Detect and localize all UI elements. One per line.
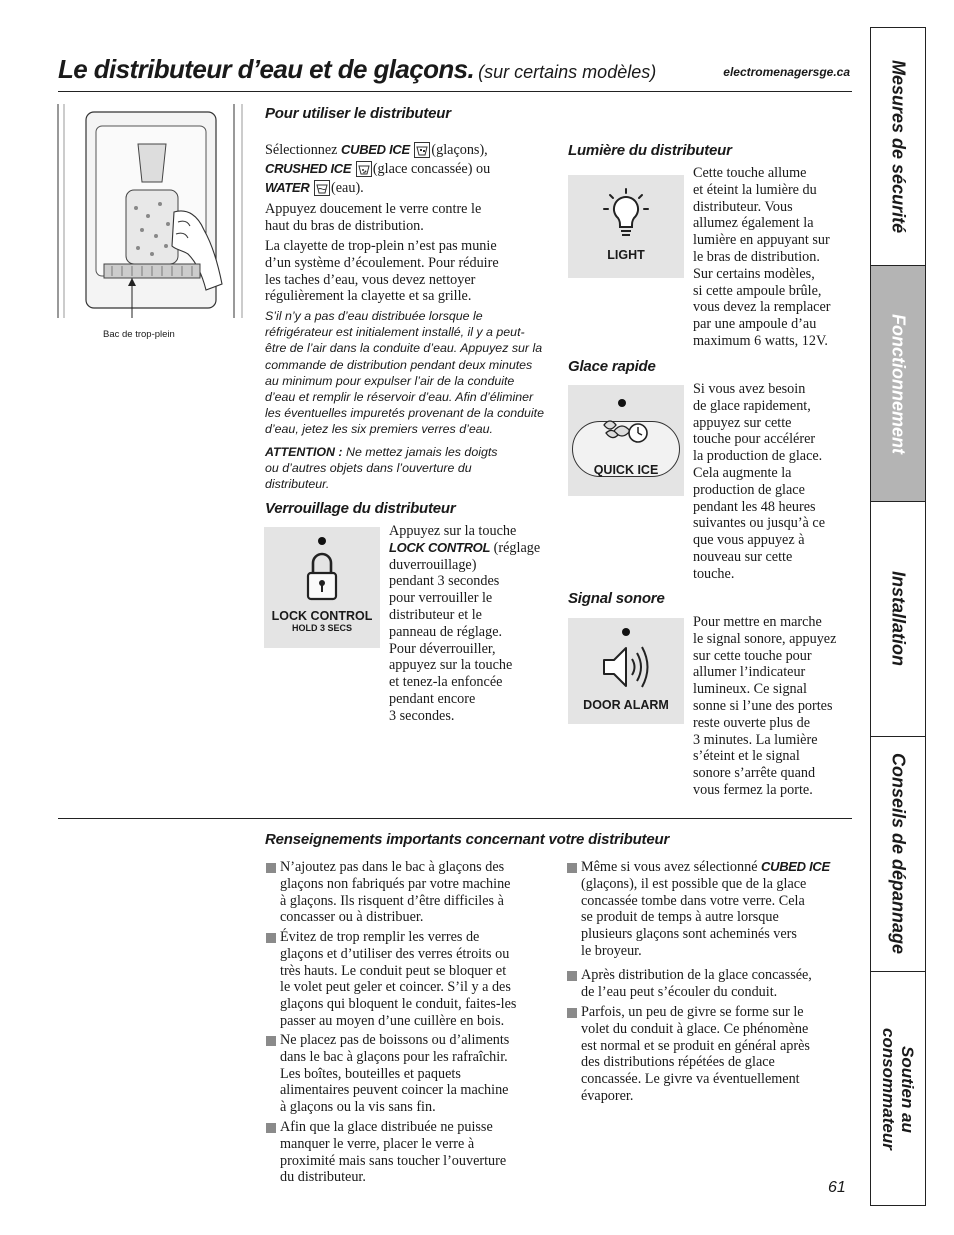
water-icon: [314, 180, 330, 196]
text-line: appuyez sur cette: [693, 414, 792, 431]
quick-ice-description: [693, 381, 825, 583]
text-line: d’un système d’écoulement. Pour réduire: [265, 254, 499, 271]
text-line: que vous appuyez à: [693, 532, 805, 549]
text-line: de l’eau peut s’écouler du conduit.: [581, 983, 778, 1000]
text-line: Afin que la glace distribuée ne puisse: [280, 1119, 493, 1135]
text-line: plusieurs glaçons sont acheminés vers: [581, 926, 797, 943]
door-alarm-button[interactable]: [568, 618, 684, 724]
text-line: panneau de réglage.: [389, 623, 503, 640]
lock-button-label: LOCK CONTROL: [271, 609, 373, 623]
air-in-line-note: [265, 308, 544, 438]
info-bullet: [265, 1032, 509, 1116]
text-line: très hauts. Le conduit peut se bloquer et: [280, 962, 507, 979]
text-line: (réglage: [490, 539, 541, 556]
cubed-ice-label: CUBED ICE: [341, 142, 410, 157]
lock-button-sublabel: HOLD 3 SECS: [291, 623, 352, 633]
door-alarm-heading: Signal sonore: [568, 590, 665, 607]
text-line: proximité mais sans toucher l’ouverture: [280, 1152, 507, 1169]
text-line: Après distribution de la glace concassée,: [581, 967, 812, 983]
lock-indicator-led: [318, 537, 326, 545]
text-line: Cette touche allume: [693, 165, 807, 181]
text-line: passer au moyen d’une cuillère en bois.: [280, 1012, 505, 1029]
text-line: allumez également la: [693, 215, 814, 232]
text-line: s’éteint et le signal: [693, 748, 800, 765]
text-line: duverrouillage): [389, 556, 477, 573]
tab-label: Installation: [888, 571, 909, 667]
text-line: Ne mettez jamais les doigts: [342, 445, 498, 459]
text-line: régulièrement la clayette et sa grille.: [265, 288, 472, 305]
quick-ice-indicator-led: [618, 399, 626, 407]
text-line: suivantes ou jusqu’à ce: [693, 515, 825, 532]
text-line: les taches d’eau, vous devez nettoyer: [265, 271, 476, 288]
using-para-2: [265, 238, 499, 305]
tab-label: Fonctionnement: [888, 313, 909, 454]
water-suffix: (eau).: [331, 180, 364, 196]
text-line: Appuyez sur la touche: [389, 523, 517, 539]
dispenser-drawing: [56, 104, 246, 318]
text-line: Pour déverrouiller,: [389, 640, 496, 657]
text-line: distributeur. Vous: [693, 198, 793, 215]
bullet-square: [567, 1008, 577, 1018]
title-text: Le distributeur d’eau et de glaçons.: [58, 54, 475, 84]
text-line: La clayette de trop-plein n’est pas munie: [265, 238, 497, 254]
text-line: allumer l’indicateur: [693, 664, 806, 681]
text-line: Pour mettre en marche: [693, 614, 822, 630]
attention-label: ATTENTION :: [265, 445, 343, 459]
select-line-2: [265, 161, 490, 178]
light-description: [693, 165, 830, 350]
text-line: lumineux. Ce signal: [693, 681, 807, 698]
crushed-ice-icon: [356, 161, 372, 177]
info-bullet: [265, 859, 510, 926]
tab-soutien-au-consommateur[interactable]: [871, 972, 925, 1206]
text-line: par une ampoule d’au: [693, 316, 817, 333]
text-line: du distributeur.: [280, 1169, 366, 1186]
text-line: pendant les 48 heures: [693, 498, 816, 515]
text-line: manquer le verre, placer le verre à: [280, 1135, 475, 1152]
text-line: à glaçons ou la vis sans fin.: [280, 1099, 436, 1116]
text-line: Si vous avez besoin: [693, 381, 806, 397]
text-line: glaçons et d’utiliser des verres étroits ou: [280, 945, 510, 962]
text-line: Évitez de trop remplir les verres de: [280, 929, 480, 945]
text-line: sonore s’arrête quand: [693, 765, 816, 782]
text-line: vous fermez la porte.: [693, 781, 813, 798]
text-line: des distributions répétées de glace: [581, 1054, 775, 1071]
tab-conseils-de-depannage[interactable]: [871, 737, 925, 972]
text-line: touche pour accélérer: [693, 431, 816, 448]
text-line: maximum 6 watts, 12V.: [693, 332, 828, 349]
text-line: réfrigérateur est initialement installé, il y a peut-: [265, 325, 525, 340]
using-para-1: [265, 201, 481, 235]
text-line: N’ajoutez pas dans le bac à glaçons des: [280, 859, 505, 875]
text-line: pour verrouiller le: [389, 590, 493, 607]
door-alarm-description: [693, 614, 836, 799]
bullet-square: [567, 971, 577, 981]
light-button[interactable]: [568, 175, 684, 278]
door-alarm-indicator-led: [622, 628, 630, 636]
info-bullet: [566, 967, 812, 1001]
page-number: 61: [828, 1179, 846, 1196]
text-line: et tenez-la enfoncée: [389, 674, 503, 691]
text-line: 3 minutes. La lumière: [693, 731, 818, 748]
lock-description: [389, 523, 540, 725]
info-bullet: [265, 1119, 506, 1186]
text-line: Cela augmente la: [693, 464, 792, 481]
tab-installation[interactable]: [871, 502, 925, 737]
bullet-square: [567, 863, 577, 873]
text-line: d’eau et remplir le réservoir d’eau. Afin d’éliminer: [265, 390, 534, 405]
tab-label: [879, 1028, 917, 1150]
text-line: alimentaires peuvent coincer la machine: [280, 1082, 509, 1099]
text-line: distributeur et le: [389, 606, 482, 623]
text-line: Appuyez doucement le verre contre le: [265, 201, 482, 217]
text-line: sonne si l’une des portes: [693, 697, 833, 714]
lock-heading: Verrouillage du distributeur: [265, 500, 456, 517]
info-bullet: [566, 859, 830, 960]
bullet-square: [266, 933, 276, 943]
text-line: Ne placez pas de boissons ou d’aliments: [280, 1032, 510, 1048]
cubed-ice-icon: [414, 142, 430, 158]
text-line: le broyeur.: [581, 942, 642, 959]
text-line: se produit de temps à autre lorsque: [581, 909, 779, 926]
text-line: d’eau, jetez les six premiers verres d’eau.: [265, 422, 493, 437]
speaker-icon: [600, 642, 654, 692]
text-line: Même si vous avez sélectionné: [581, 859, 762, 875]
attention-note: [265, 444, 498, 493]
text-line: concasser ou à distribuer.: [280, 909, 424, 926]
tab-fonctionnement[interactable]: [871, 266, 925, 502]
text-line: être de l’air dans la conduite d’eau. Appuyez sur la: [265, 341, 543, 356]
text-line: appuyez sur la touche: [389, 657, 513, 674]
text-line: concassée tombe dans votre verre. Cela: [581, 892, 805, 909]
text-line: volet du conduit à glace. Ce phénomène: [581, 1020, 809, 1037]
text-line: production de glace: [693, 481, 805, 498]
text-line: et éteint la lumière du: [693, 181, 817, 198]
quick-ice-button[interactable]: [568, 385, 684, 496]
bullet-square: [266, 1036, 276, 1046]
text-line: évaporer.: [581, 1087, 634, 1104]
quick-ice-icon: [600, 413, 652, 447]
text-line: au minimum pour expulser l’air de la conduite: [265, 373, 515, 388]
info-bullet: [265, 929, 516, 1030]
text-line: le signal sonore, appuyez: [693, 630, 837, 647]
light-button-label: LIGHT: [607, 248, 645, 262]
text-line: de glace rapidement,: [693, 397, 811, 414]
water-label: WATER: [265, 180, 310, 195]
page-header: [58, 52, 852, 92]
section-divider: [58, 818, 852, 819]
text-line: le bras de distribution.: [693, 248, 820, 265]
text-line: si cette ampoule brûle,: [693, 282, 822, 299]
text-line: distributeur.: [265, 477, 330, 492]
text-line: glaçons qui bloquent le conduit, faites-les: [280, 996, 517, 1013]
text-line: sur cette touche pour: [693, 647, 812, 664]
bullet-square: [266, 1123, 276, 1133]
cubed-ice-suffix: (glaçons),: [431, 142, 488, 158]
text-line: la production de glace.: [693, 448, 823, 465]
dispenser-illustration: [56, 104, 246, 318]
text-line: vous devez la remplacer: [693, 299, 831, 316]
text-line: pendant 3 secondes: [389, 573, 500, 590]
lock-control-keyword: LOCK CONTROL: [389, 539, 491, 555]
text-line: 3 secondes.: [389, 707, 455, 724]
tab-label-line1: Soutien au: [898, 1045, 917, 1133]
quick-ice-button-label: QUICK ICE: [593, 463, 659, 477]
tab-mesures-de-securite[interactable]: [871, 28, 925, 266]
text-line: lumière en appuyant sur: [693, 232, 830, 249]
select-prefix: Sélectionnez: [265, 142, 342, 158]
text-line: pendant encore: [389, 690, 476, 707]
text-line: est normal et se produit en général après: [581, 1037, 810, 1054]
cubed-ice-keyword: CUBED ICE: [761, 859, 830, 874]
text-line: (glaçons), il est possible que de la glace: [581, 875, 807, 892]
door-alarm-button-label: DOOR ALARM: [583, 698, 669, 712]
select-line-1: [265, 142, 488, 159]
text-line: Sur certains modèles,: [693, 265, 815, 282]
text-line: glaçons non fabriqués par votre machine: [280, 875, 511, 892]
text-line: concassée. Le givre va éventuellement: [581, 1071, 800, 1088]
text-line: dans le bac à glaçons pour les rafraîchir.: [280, 1048, 508, 1065]
bullet-square: [266, 863, 276, 873]
text-line: ou d’autres objets dans l’ouverture du: [265, 461, 472, 476]
info-heading: Renseignements importants concernant votre distributeur: [265, 831, 670, 848]
text-line: S’il n’y a pas d’eau distribuée lorsque le: [265, 309, 483, 323]
text-line: haut du bras de distribution.: [265, 217, 424, 234]
info-bullet: [566, 1004, 810, 1105]
tab-label: Mesures de sécurité: [888, 59, 909, 234]
text-line: touche.: [693, 565, 735, 582]
text-line: à glaçons. Ils risquent d’être difficiles à: [280, 892, 504, 909]
text-line: reste ouverte plus de: [693, 714, 811, 731]
text-line: le volet peut geler et coincer. S’il y a des: [280, 979, 511, 996]
lock-control-button[interactable]: [264, 527, 380, 648]
crushed-ice-label: CRUSHED ICE: [265, 161, 352, 176]
light-heading: Lumière du distributeur: [568, 142, 732, 159]
tab-label: Conseils de dépannage: [888, 753, 909, 955]
text-line: les éventuelles impuretés provenant de la conduite: [265, 406, 544, 421]
text-line: Les boîtes, bouteilles et paquets: [280, 1065, 461, 1082]
title-subtitle: (sur certains modèles): [478, 62, 657, 82]
overflow-tray-caption: Bac de trop-plein: [103, 329, 175, 340]
page-title: [58, 54, 656, 85]
lightbulb-icon: [602, 187, 650, 241]
padlock-icon: [305, 551, 339, 603]
crushed-ice-suffix: (glace concassée) ou: [372, 161, 491, 177]
section-tabs: [870, 27, 926, 1206]
text-line: Parfois, un peu de givre se forme sur le: [581, 1004, 804, 1020]
tab-label-line2: consommateur: [879, 1028, 898, 1150]
using-heading: Pour utiliser le distributeur: [265, 105, 451, 122]
text-line: commande de distribution pendant deux minutes: [265, 357, 533, 372]
website-link[interactable]: electromenagersge.ca: [723, 65, 850, 79]
quick-ice-heading: Glace rapide: [568, 358, 656, 375]
text-line: nouveau sur cette: [693, 548, 793, 565]
select-line-3: [265, 180, 364, 197]
